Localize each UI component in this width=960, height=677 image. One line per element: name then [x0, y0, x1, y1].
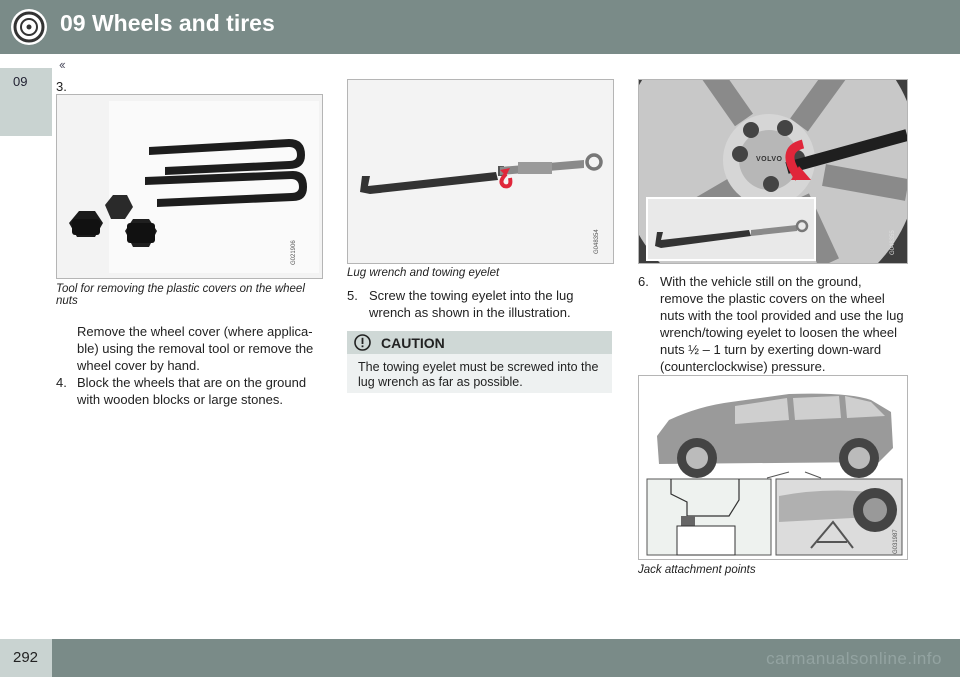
- step-3-text: Remove the wheel cover (where applica-ble) using the removal tool or remove the wheel cover by hand.: [77, 324, 314, 373]
- chapter-tab-label: 09: [13, 74, 28, 89]
- car-jack-illustration: [639, 376, 907, 559]
- figure-caption: Lug wrench and towing eyelet: [347, 267, 500, 279]
- figure-caption: Jack attachment points: [638, 564, 756, 576]
- figure-lug-wrench: [347, 79, 614, 264]
- step-6-text: With the vehicle still on the ground, remove the plastic covers on the wheel nuts with the tool provided and use the lug wrench/towing eyelet to loosen the wheel nuts ½ – 1 turn by exerting down-ward (counterclockwise) pressure.: [660, 274, 904, 374]
- chapter-tab[interactable]: [0, 68, 52, 136]
- volvo-logo: VOLVO: [756, 156, 783, 163]
- exclamation-circle-icon: [354, 334, 371, 351]
- page-number: 292: [13, 649, 39, 666]
- figure-code: G031987: [893, 529, 899, 554]
- figure-wheel-nut-loosening: [638, 79, 908, 264]
- cover-tool-illustration: [57, 95, 322, 278]
- step-3-number: 3.: [56, 79, 67, 94]
- figure-jack-points: [638, 375, 908, 560]
- figure-cover-removal-tool: [56, 94, 323, 279]
- watermark: carmanualsonline.info: [766, 649, 942, 668]
- page-title: 09 Wheels and tires: [60, 10, 275, 36]
- caution-header: [347, 331, 612, 354]
- page-footer: [0, 639, 960, 677]
- caution-text: The towing eyelet must be screwed into the lug wrench as far as possible.: [358, 360, 599, 389]
- figure-code: G021906: [291, 240, 297, 265]
- caution-title: CAUTION: [381, 335, 445, 351]
- page-number-box: [0, 639, 52, 677]
- step-4-number: 4.: [56, 375, 67, 390]
- step-6-number: 6.: [638, 274, 649, 289]
- figure-code: G048355: [890, 230, 896, 255]
- wheel-illustration: [639, 80, 907, 263]
- step-4-text: Block the wheels that are on the ground with wooden blocks or large stones.: [77, 375, 307, 407]
- back-nav-link[interactable]: ‹‹: [59, 57, 64, 72]
- tire-icon: [10, 8, 48, 46]
- lug-wrench-illustration: [348, 80, 613, 263]
- figure-caption: Tool for removing the plastic covers on the wheel nuts: [56, 283, 305, 307]
- caution-box: [347, 331, 612, 393]
- step-5-number: 5.: [347, 288, 358, 303]
- step-5-text: Screw the towing eyelet into the lug wrench as shown in the illustration.: [369, 288, 574, 320]
- page-header: [0, 0, 960, 54]
- figure-code: G048354: [594, 229, 600, 254]
